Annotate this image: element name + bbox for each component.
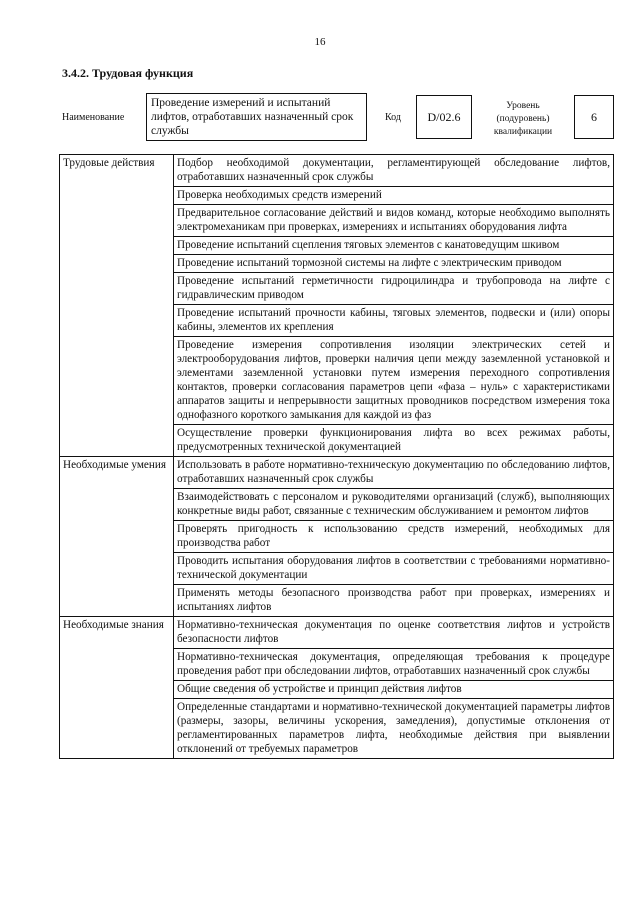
qualification-level-box: 6 (574, 95, 614, 139)
table-cell: Нормативно-техническая документация, определяющая требования к процедуре проведения работ при обследовании лифтов, отработавших назначенный срок службы (174, 649, 614, 681)
page-number: 16 (314, 36, 326, 48)
section-heading: Необходимые знания (60, 617, 174, 759)
table-cell: Осуществление проверки функционирования лифта во всех режимах работы, предусмотренных технической документацией (174, 425, 614, 457)
table-cell: Нормативно-техническая документация по оценке соответствия лифтов и устройств безопасности лифтов (174, 617, 614, 649)
function-name-box: Проведение измерений и испытаний лифтов, отработавших назначенный срок службы (146, 93, 367, 141)
table-cell: Подбор необходимой документации, регламентирующей обследование лифтов, отработавших назначенный срок службы (174, 155, 614, 187)
table-cell: Проверка необходимых средств измерений (174, 187, 614, 205)
table-cell: Проведение испытаний тормозной системы на лифте с электрическим приводом (174, 255, 614, 273)
table-cell: Проведение испытаний сцепления тяговых элементов с канатоведущим шкивом (174, 237, 614, 255)
table-cell: Предварительное согласование действий и видов команд, которые необходимо выполнять электромеханикам при проверках, измерениях и испытаниях оборудования лифта (174, 205, 614, 237)
table-row (60, 457, 614, 489)
table-row (60, 617, 614, 649)
code-label: Код (385, 112, 401, 123)
table-cell: Взаимодействовать с персоналом и руководителями организаций (служб), выполняющих конкретные виды работ, связанные с техническим обслуживанием и ремонтом лифтов (174, 489, 614, 521)
table-row (60, 155, 614, 187)
table-cell: Проведение испытаний прочности кабины, тяговых элементов, подвески и (или) опоры кабины, элементов их крепления (174, 305, 614, 337)
table-cell: Применять методы безопасного производства работ при проверках, измерениях и испытаниях лифтов (174, 585, 614, 617)
section-title: 3.4.2. Трудовая функция (62, 66, 194, 80)
table-cell: Общие сведения об устройстве и принцип действия лифтов (174, 681, 614, 699)
table-cell: Определенные стандартами и нормативно-технической документацией параметры лифтов (размеры, зазоры, величины ускорения, замедления), допустимые отклонения от регламентированных параметров лифта, необходимые действия при выявлении отклонений от требуемых параметров (174, 699, 614, 759)
section-heading: Трудовые действия (60, 155, 174, 457)
table-cell: Проведение испытаний герметичности гидроцилиндра и трубопровода на лифте с гидравлическим приводом (174, 273, 614, 305)
section-heading: Необходимые умения (60, 457, 174, 617)
code-box: D/02.6 (416, 95, 472, 139)
qualification-level-label: Уровень (подуровень) квалификации (493, 101, 553, 137)
table-cell: Проведение измерения сопротивления изоляции электрических сетей и электрооборудования лифтов, проверки наличия цепи между заземленной установкой и элементами заземленной установки путем измерения переходного сопротивления контактов, проверки согласования параметров цепи «фаза – нуль» с характеристиками аппаратов защиты и непрерывности защитных проводников посредством измерения тока однофазного короткого замыкания для каждой из фаз (174, 337, 614, 425)
table-cell: Проводить испытания оборудования лифтов в соответствии с требованиями нормативно-технической документации (174, 553, 614, 585)
table-cell: Использовать в работе нормативно-техническую документацию по обследованию лифтов, отработавших назначенный срок службы (174, 457, 614, 489)
name-label: Наименование (62, 112, 125, 123)
table-cell: Проверять пригодность к использованию средств измерений, необходимых для производства работ (174, 521, 614, 553)
labor-function-table (59, 154, 614, 759)
